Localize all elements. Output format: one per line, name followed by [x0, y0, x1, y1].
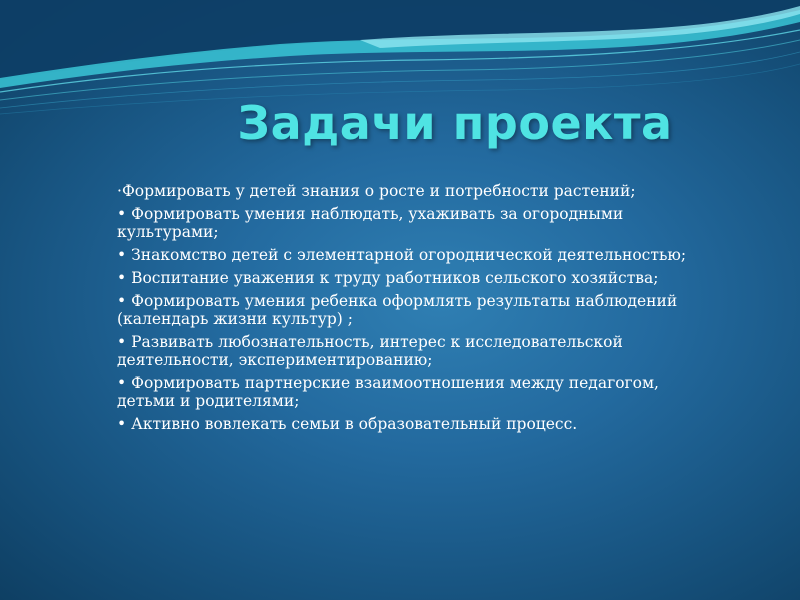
list-item: [117, 182, 692, 200]
list-item: [117, 374, 692, 410]
list-item-text: Знакомство детей с элементарной огороднической деятельностью;: [131, 246, 687, 264]
bullet-marker: •: [117, 333, 132, 351]
list-item-text: Воспитание уважения к труду работников сельского хозяйства;: [131, 269, 659, 287]
bullet-marker: •: [117, 415, 132, 433]
bullet-marker: •: [117, 269, 132, 287]
list-item-text: Развивать любознательность, интерес к исследовательской деятельности, экспериментированию;: [117, 333, 623, 369]
bullet-marker: •: [117, 292, 132, 310]
list-item: [117, 269, 692, 287]
list-item-text: Формировать партнерские взаимоотношения между педагогом, детьми и родителями;: [117, 374, 659, 410]
list-item: [117, 333, 692, 369]
slide-title: Задачи проекта: [237, 96, 673, 150]
list-item-text: Активно вовлекать семьи в образовательный процесс.: [131, 415, 578, 433]
list-item: [117, 205, 692, 241]
list-item-text: Формировать умения ребенка оформлять результаты наблюдений (календарь жизни культур) ;: [117, 292, 678, 328]
list-item: [117, 292, 692, 328]
bullet-list: [117, 182, 692, 438]
bullet-marker: ·: [117, 182, 122, 200]
list-item-text: Формировать у детей знания о росте и потребности растений;: [121, 182, 636, 200]
bullet-marker: •: [117, 246, 132, 264]
bullet-marker: •: [117, 374, 132, 392]
list-item: [117, 415, 692, 433]
list-item: [117, 246, 692, 264]
bullet-marker: •: [117, 205, 132, 223]
list-item-text: Формировать умения наблюдать, ухаживать за огородными культурами;: [117, 205, 624, 241]
